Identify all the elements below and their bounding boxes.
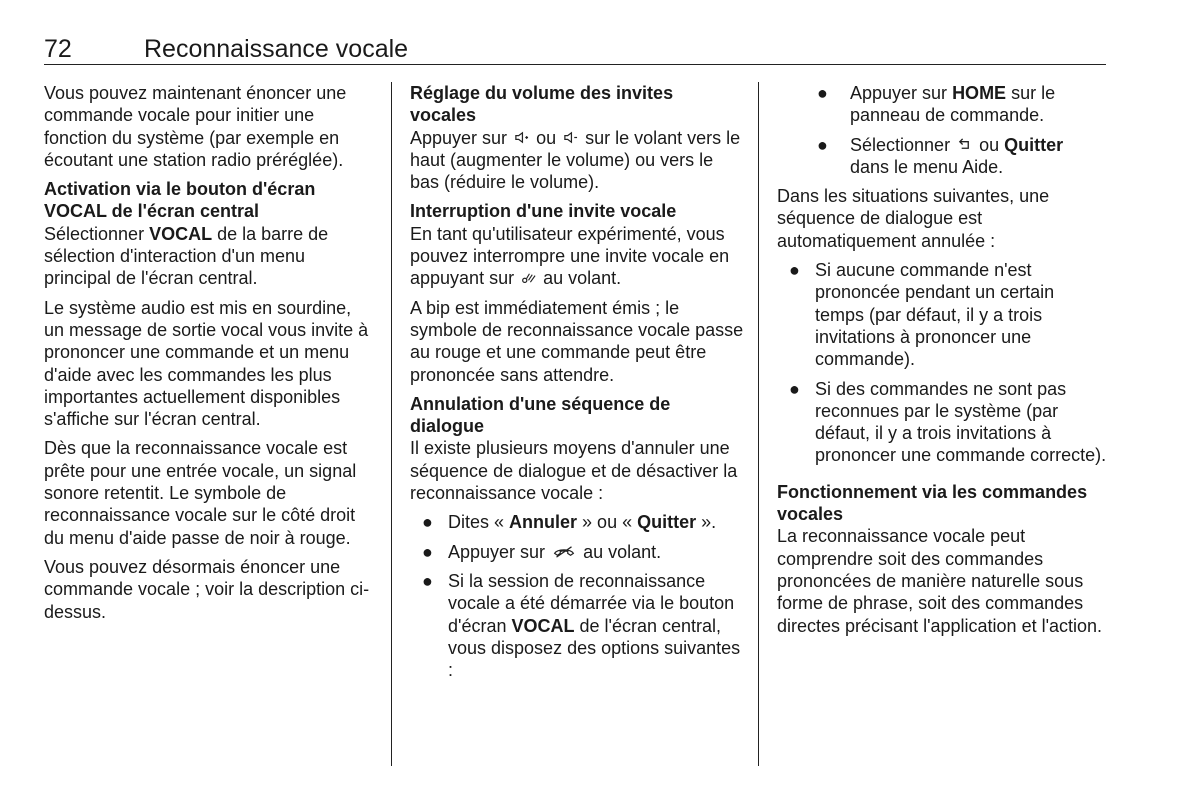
- text-run: ou: [531, 127, 562, 148]
- section-interrupt: [410, 200, 744, 289]
- bullet-list: [777, 259, 1107, 467]
- volume-up-icon: [514, 130, 529, 145]
- bullet-list: [410, 511, 744, 681]
- list-item: [777, 82, 1107, 127]
- text-run: ».: [696, 512, 717, 533]
- list-item: [777, 134, 1107, 179]
- paragraph: Vous pouvez désormais énoncer une commande vocale ; voir la description ci-dessus.: [44, 556, 370, 622]
- section-cancel: [410, 393, 744, 504]
- section-text: [410, 223, 744, 290]
- text-run: » ou «: [577, 512, 638, 533]
- column-1: [44, 82, 376, 630]
- paragraph: Dès que la reconnaissance vocale est prête pour une entrée vocale, un signal sonore retentit. Le symbole de reconnaissance vocale sur le côté droit du menu d'aide passe de noir à rouge.: [44, 438, 357, 548]
- bullet-icon: ●: [422, 512, 433, 533]
- list-item: [777, 259, 1107, 370]
- section-vocal-button: [44, 178, 376, 289]
- paragraph: Dans les situations suivantes, une séquence de dialogue est automatiquement annulée :: [777, 186, 1050, 251]
- volume-down-icon: [563, 130, 578, 145]
- list-item: [410, 511, 744, 533]
- voice-icon: [521, 270, 536, 285]
- list-item: [777, 378, 1107, 467]
- list-item: [410, 541, 744, 563]
- bullet-icon: ●: [817, 83, 828, 103]
- column-2: [410, 82, 744, 688]
- hang-up-icon: [552, 544, 576, 559]
- bold-term: VOCAL: [511, 615, 575, 636]
- page-number: 72: [44, 35, 72, 63]
- paragraph: A bip est immédiatement émis ; le symbole de reconnaissance vocale passe au rouge et une commande peut être prononcée sans attendre.: [410, 297, 744, 385]
- text-run: En tant qu'utilisateur expérimenté, vous pouvez interrompre une invite vocale en appuyant sur: [410, 223, 730, 289]
- text-run: sur le volant vers le haut (augmenter le volume) ou vers le bas (réduire le volume).: [410, 127, 741, 193]
- bullet-icon: ●: [817, 134, 828, 155]
- section-heading: Annulation d'une séquence de dialogue: [410, 393, 671, 437]
- paragraph: Vous pouvez maintenant énoncer une commande vocale pour initier une fonction du système (par exemple en écoutant une station radio préréglée).: [44, 83, 347, 170]
- section-heading: Fonctionnement via les commandes vocales: [777, 481, 1088, 525]
- column-3: [777, 82, 1107, 644]
- section-heading: Réglage du volume des invites vocales: [410, 83, 674, 126]
- text-run: ou: [974, 134, 1005, 155]
- text-run: Si la session de reconnaissance vocale a été démarrée via le bouton d'écran: [448, 570, 735, 636]
- bullet-list: [777, 82, 1107, 178]
- text-run: de la barre de sélection d'interaction d'un menu principal de l'écran central.: [44, 223, 329, 289]
- section-text: La reconnaissance vocale peut comprendre soit des commandes prononcées de manière naturelle sous forme de phrase, soit des commandes directes précisant l'application et l'action.: [777, 526, 1103, 636]
- section-text: [410, 127, 744, 194]
- text-run: Si aucune commande n'est prononcée pendant un certain temps (par défaut, il y a trois invitations à prononcer une commande).: [815, 260, 1055, 370]
- back-arrow-icon: [957, 137, 972, 152]
- bold-term: VOCAL: [149, 223, 213, 244]
- text-run: Appuyer sur: [448, 541, 551, 562]
- text-run: Appuyer sur: [850, 83, 953, 103]
- column-divider: [391, 82, 392, 766]
- section-text: Il existe plusieurs moyens d'annuler une séquence de dialogue et de désactiver la reconnaissance vocale :: [410, 438, 738, 504]
- section-heading: Interruption d'une invite vocale: [410, 201, 677, 222]
- text-run: sur le panneau de commande.: [850, 83, 1056, 126]
- text-run: Dites «: [448, 512, 510, 533]
- page-title: Reconnaissance vocale: [144, 35, 409, 63]
- bullet-icon: ●: [422, 570, 433, 591]
- section-volume: [410, 82, 744, 193]
- section-voice-commands: [777, 481, 1107, 637]
- bullet-icon: ●: [789, 378, 800, 399]
- paragraph: Le système audio est mis en sourdine, un message de sortie vocal vous invite à prononcer une commande et un menu d'aide avec les commandes les plus importantes actuellement disponibles s'affiche sur l'écran central.: [44, 297, 369, 430]
- text-run: Appuyer sur: [410, 127, 513, 148]
- text-run: Sélectionner: [44, 223, 150, 244]
- text-run: de l'écran central, vous disposez des options suivantes :: [448, 615, 741, 681]
- bold-term: Quitter: [637, 512, 697, 533]
- text-run: au volant.: [578, 541, 662, 562]
- bold-term: HOME: [952, 83, 1007, 103]
- section-heading: Activation via le bouton d'écran VOCAL de l'écran central: [44, 179, 316, 222]
- column-divider: [758, 82, 759, 766]
- bold-term: Quitter: [1004, 134, 1064, 155]
- page-header: [44, 34, 1106, 65]
- bullet-icon: ●: [422, 541, 433, 562]
- text-run: Si des commandes ne sont pas reconnues par le système (par défaut, il y a trois invitations à prononcer une commande correcte).: [815, 378, 1107, 466]
- section-text: [44, 223, 376, 290]
- bold-term: Annuler: [509, 512, 578, 533]
- text-run: Sélectionner: [850, 134, 956, 155]
- text-run: au volant.: [538, 268, 622, 289]
- list-item: [410, 570, 744, 681]
- bullet-icon: ●: [789, 260, 800, 281]
- text-run: dans le menu Aide.: [850, 156, 1004, 177]
